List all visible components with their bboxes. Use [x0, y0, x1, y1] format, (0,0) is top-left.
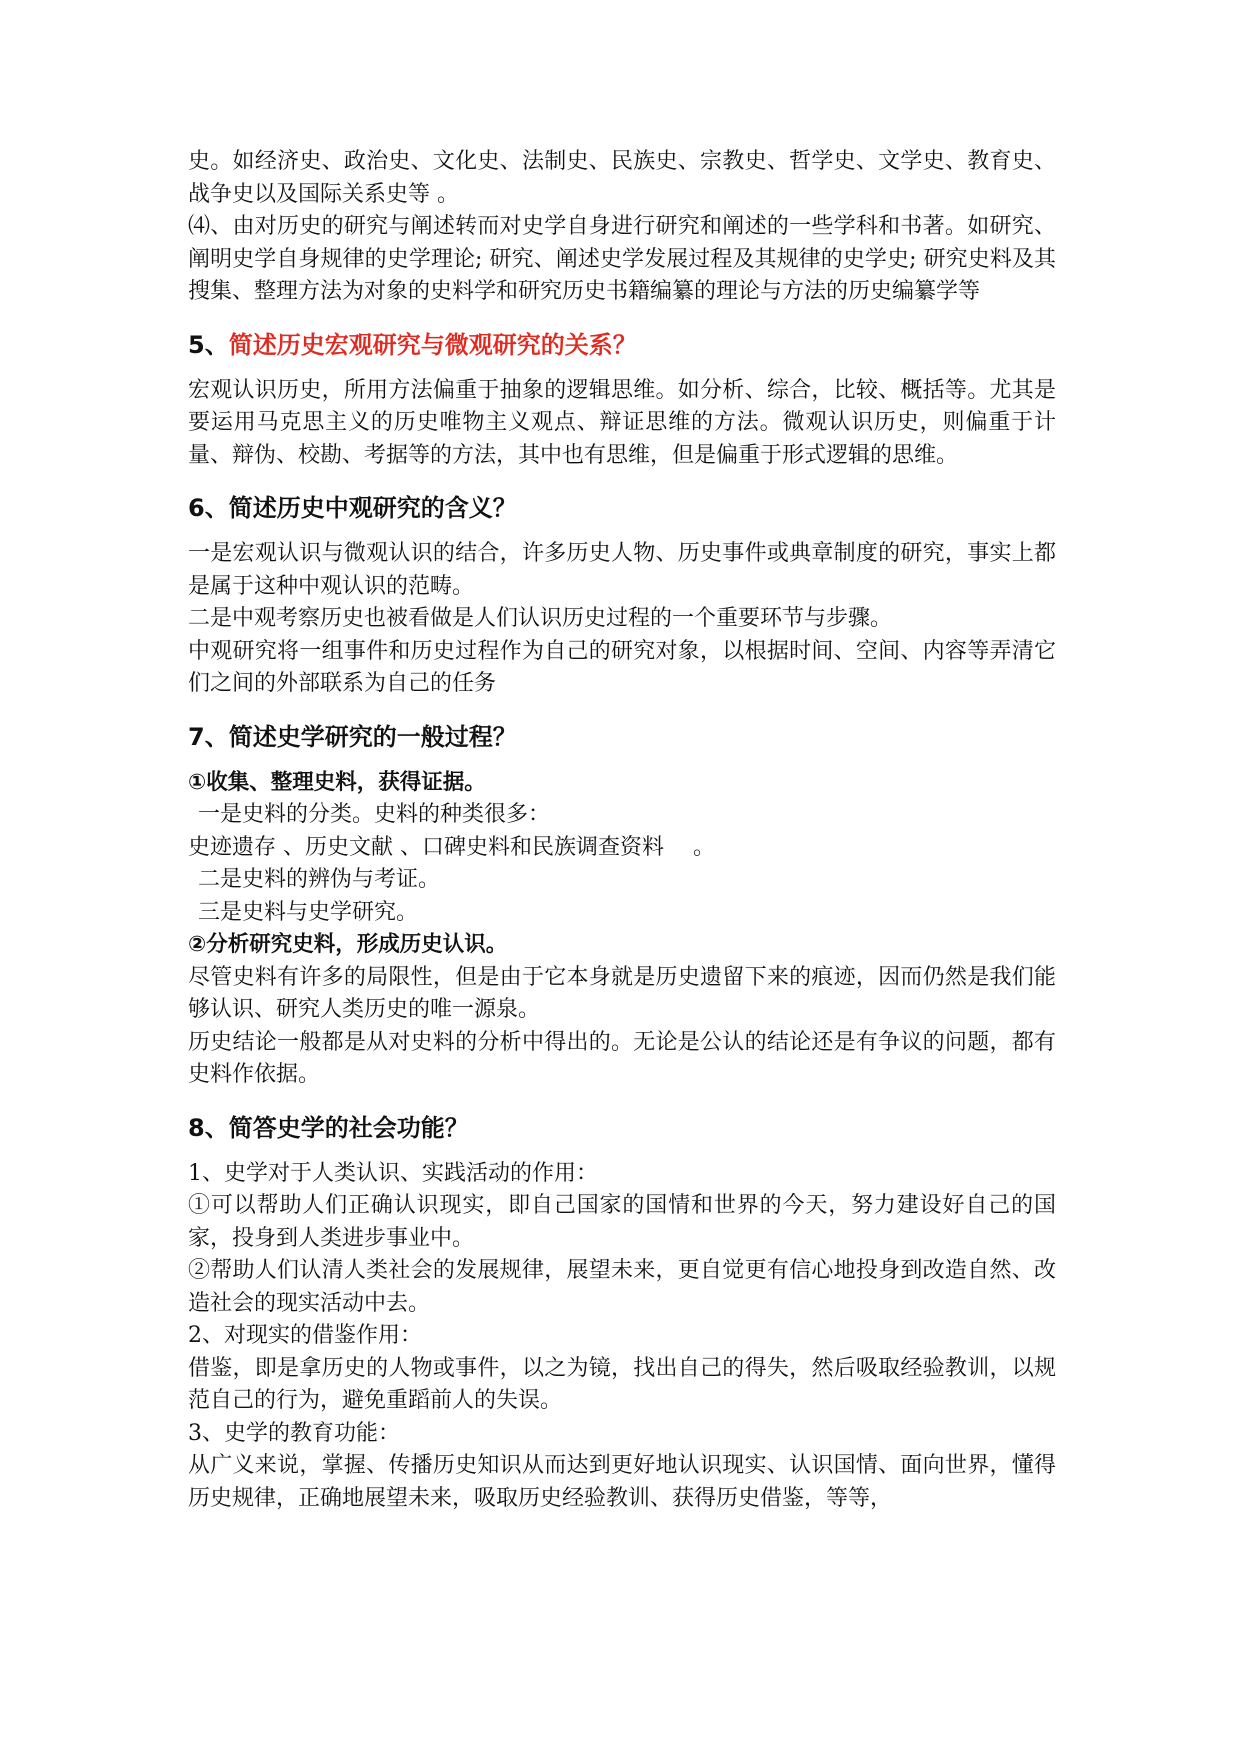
paragraph: 宏观认识历史，所用方法偏重于抽象的逻辑思维。如分析、综合，比较、概括等。尤其是要运用马克思主义的历史唯物主义观点、辩证思维的方法。微观认识历史，则偏重于计量、辩伪、校勘、考据等的方法，其中也有思维，但是偏重于形式逻辑的思维。 [188, 377, 1056, 468]
question-title: 简述史学研究的一般过程？ [228, 722, 517, 751]
question-7-heading [188, 721, 1056, 753]
paragraph: 历史结论一般都是从对史料的分析中得出的。无论是公认的结论还是有争议的问题，都有史料作依据。 [188, 1029, 1056, 1087]
subheading: ②分析研究史料，形成历史认识。 [188, 932, 508, 957]
paragraph: 借鉴，即是拿历史的人物或事件，以之为镜，找出自己的得失，然后吸取经验教训，以规范自己的行为，避免重蹈前人的失误。 [188, 1355, 1056, 1413]
paragraph: 二是中观考察历史也被看做是人们认识历史过程的一个重要环节与步骤。 [188, 606, 893, 631]
question-5-heading [188, 329, 1056, 361]
paragraph: 中观研究将一组事件和历史过程作为自己的研究对象，以根据时间、空间、内容等弄清它们之间的外部联系为自己的任务 [188, 638, 1056, 696]
paragraph: 从广义来说，掌握、传播历史知识从而达到更好地认识现实、认识国情、面向世界，懂得历史规律，正确地展望未来，吸取历史经验教训、获得历史借鉴，等等， [188, 1453, 1056, 1511]
paragraph: 二是史料的辨伪与考证。 [198, 867, 441, 892]
paragraph: 尽管史料有许多的局限性，但是由于它本身就是历史遗留下来的痕迹，因而仍然是我们能够认识、研究人类历史的唯一源泉。 [188, 964, 1056, 1022]
paragraph: ⑷、由对历史的研究与阐述转而对史学自身进行研究和阐述的一些学科和书著。如研究、阐明史学自身规律的史学理论; 研究、阐述史学发展过程及其规律的史学史; 研究史料及其搜集、整理方法为对象的史料学和研究历史书籍编纂的理论与方法的历史编纂学等 [188, 214, 1056, 304]
question-6-heading [188, 492, 1056, 524]
paragraph: 一是史料的分类。史料的种类很多： [198, 802, 551, 827]
paragraph: ①可以帮助人们正确认识现实，即自己国家的国情和世界的今天，努力建设好自己的国家，投身到人类进步事业中。 [188, 1193, 1056, 1251]
paragraph: 史迹遗存 、历史文献 、口碑史料和民族调查资料 。 [188, 834, 715, 860]
question-number: 7、 [188, 722, 229, 751]
question-title: 简述历史宏观研究与微观研究的关系？ [228, 330, 637, 359]
question-number: 5、 [188, 330, 229, 359]
paragraph: 史。如经济史、政治史、文化史、法制史、民族史、宗教史、哲学史、文学史、教育史、战争史以及国际关系史等 。 [188, 149, 1056, 207]
paragraph: 1、史学对于人类认识、实践活动的作用： [188, 1160, 598, 1186]
question-8-heading [188, 1112, 1056, 1144]
question-number: 6、 [188, 494, 229, 522]
paragraph: ②帮助人们认清人类社会的发展规律，展望未来，更自觉更有信心地投身到改造自然、改造社会的现实活动中去。 [188, 1258, 1056, 1316]
paragraph: 2、对现实的借鉴作用： [188, 1323, 422, 1348]
subheading: ①收集、整理史料，获得证据。 [188, 769, 486, 795]
paragraph: 三是史料与史学研究。 [198, 899, 419, 925]
question-title: 简述历史中观研究的含义？ [228, 494, 517, 522]
question-number: 8、 [188, 1113, 229, 1142]
question-title: 简答史学的社会功能？ [228, 1113, 469, 1142]
paragraph: 一是宏观认识与微观认识的结合，许多历史人物、历史事件或典章制度的研究，事实上都是属于这种中观认识的范畴。 [188, 541, 1056, 599]
paragraph: 3、史学的教育功能： [188, 1420, 400, 1446]
